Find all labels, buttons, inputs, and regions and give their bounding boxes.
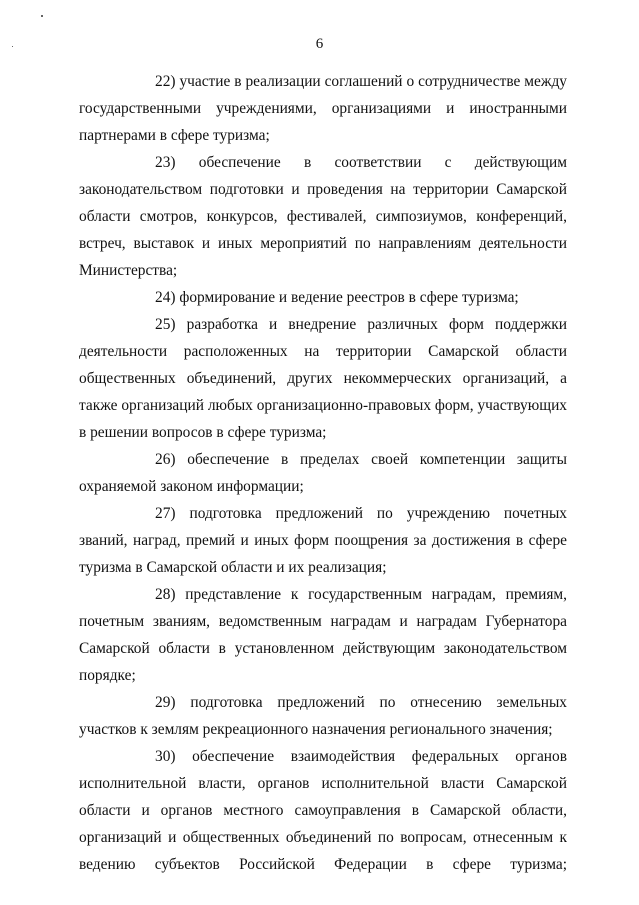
item-text: обеспечение в пределах своей компетенции защиты охраняемой законом информации; [79,451,567,495]
list-item-23 [79,149,567,284]
list-item-30 [79,743,567,878]
item-text: формирование и ведение реестров в сфере туризма; [179,289,519,306]
list-item-27 [79,500,567,581]
page-number: 6 [315,36,324,52]
document-body [79,68,567,878]
item-text: подготовка предложений по отнесению земельных участков к землям рекреационного назначения регионального значения; [79,694,567,738]
item-number: 23) [155,154,176,171]
list-item-28 [79,581,567,689]
item-number: 27) [155,505,176,522]
item-number: 24) [155,289,176,306]
item-text: обеспечение в соответствии с действующим законодательством подготовки и проведения на территории Самарской области смотров, конкурсов, фестивалей, симпозиумов, конференций, встреч, выставок и иных мероприятий по направлениям деятельности Министерства; [79,154,567,279]
item-text: обеспечение взаимодействия федеральных органов исполнительной власти, органов исполнительной власти Самарской области и органов местного самоуправления в Самарской области, организаций и общественных объединений по вопросам, отнесенным к ведению субъектов Российской Федерации в сфере туризма; [79,748,567,873]
item-number: 22) [155,73,176,90]
list-item-22 [79,68,567,149]
list-item-26 [79,446,567,500]
list-item-29 [79,689,567,743]
item-number: 25) [155,316,176,333]
item-number: 30) [155,748,176,765]
item-number: 26) [155,451,176,468]
item-text: участие в реализации соглашений о сотрудничестве между государственными учреждениями, организациями и иностранными партнерами в сфере туризма; [79,73,567,144]
item-text: представление к государственным наградам, премиям, почетным званиям, ведомственным наградам и наградам Губернатора Самарской области в установленном действующим законодательством порядке; [79,586,567,684]
item-number: 28) [155,586,176,603]
list-item-25 [79,311,567,446]
item-text: подготовка предложений по учреждению почетных званий, наград, премий и иных форм поощрения за достижения в сфере туризма в Самарской области и их реализация; [79,505,567,576]
item-text: разработка и внедрение различных форм поддержки деятельности расположенных на территории Самарской области общественных объединений, других некоммерческих организаций, а также организаций любых организационно-правовых форм, участвующих в решении вопросов в сфере туризма; [79,316,567,441]
scan-speck [41,15,43,17]
list-item-24 [79,284,567,311]
item-number: 29) [155,694,176,711]
